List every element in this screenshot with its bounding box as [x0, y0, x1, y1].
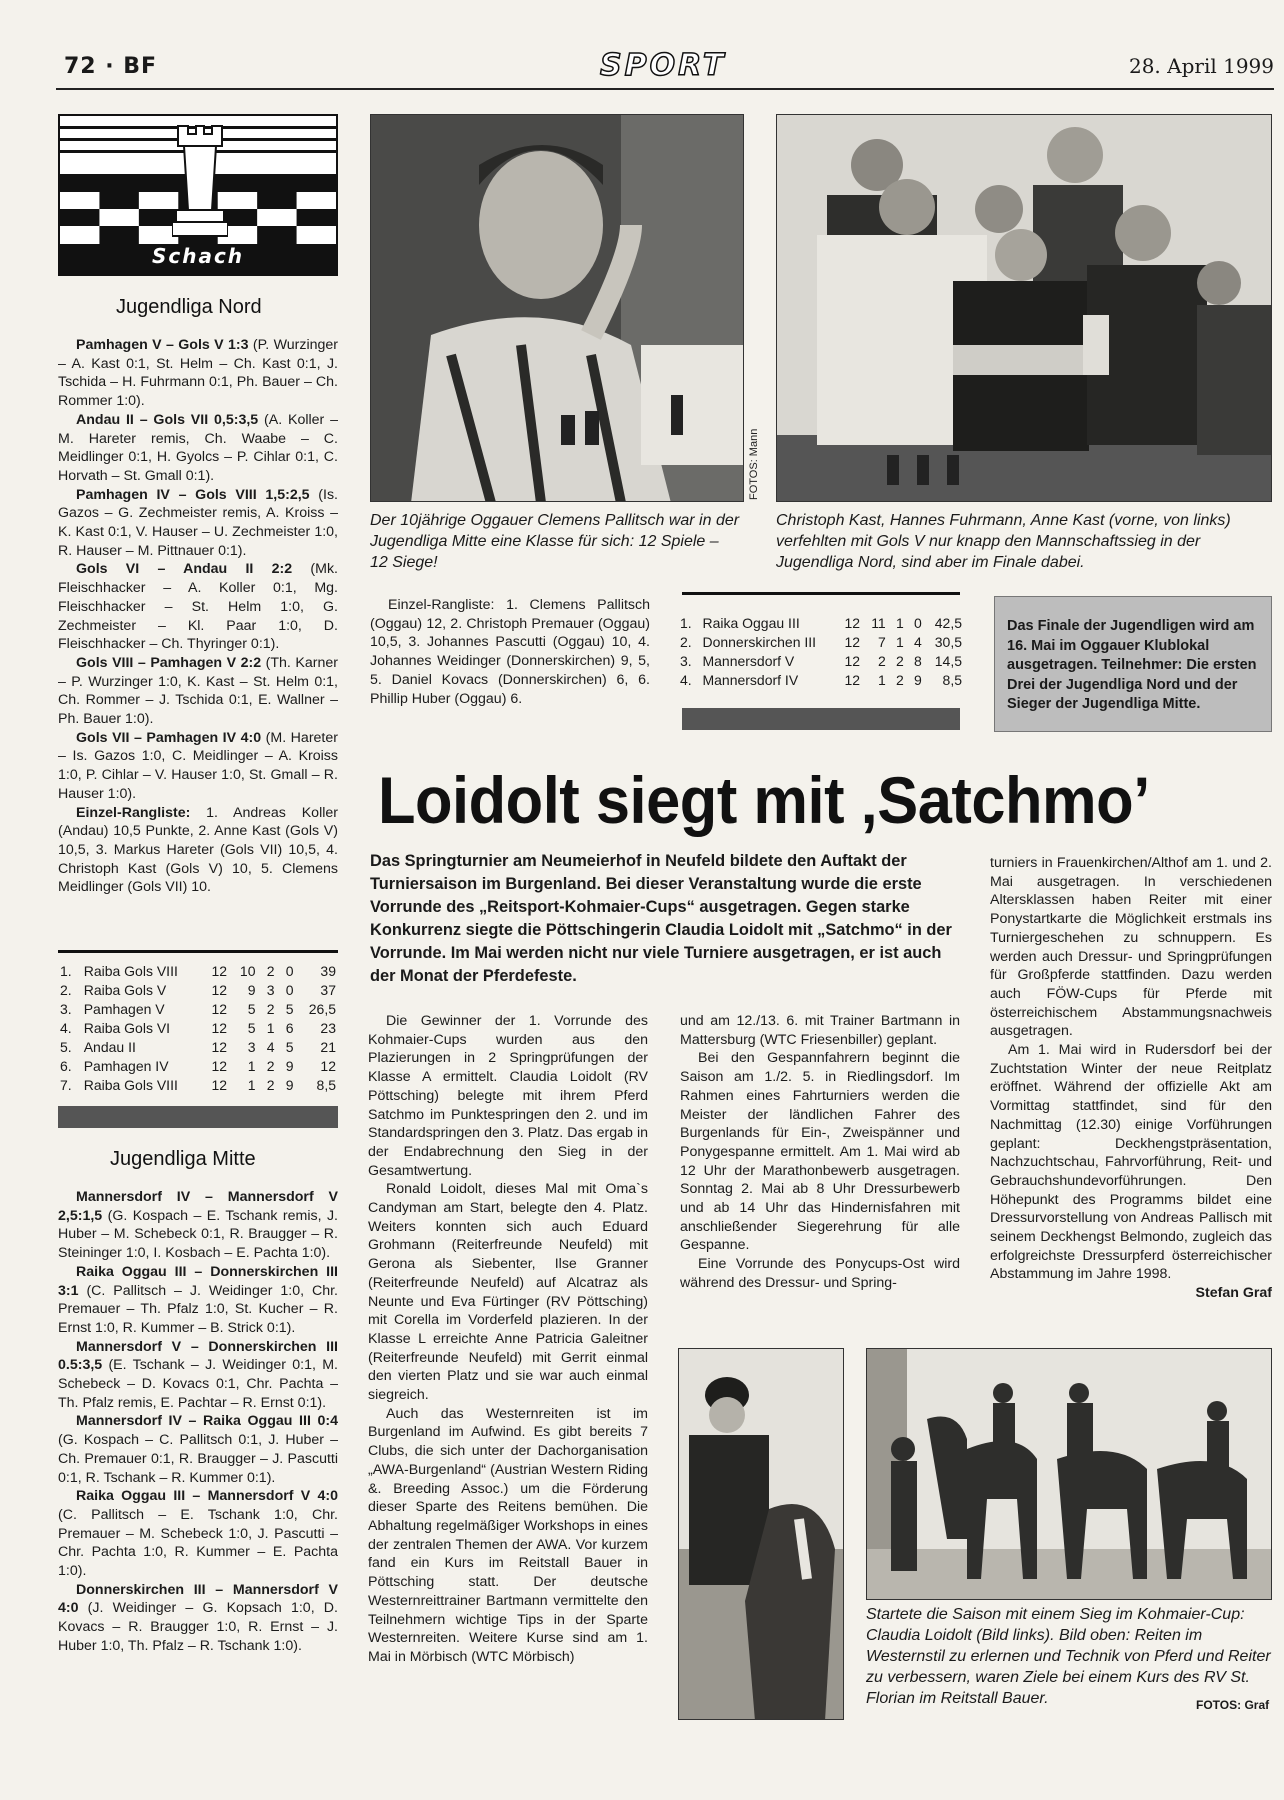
- match-details: 1. Andreas Koller (Andau) 10,5 Punkte, 2. Anne Kast (Gols V) 10,5, 3. Markus Hareter (Gols VII) 10,5, 4. Christoph Kast (Gols V) 10, 5. Clemens Meidlinger (Gols VII) 10.: [58, 804, 338, 896]
- match-details: (C. Pallitsch – J. Weidinger 1:0, Chr. Premauer – Th. Pfalz 1:0, St. Kucher – R. Ernst 1:0, R. Kummer – B. Strick 0:1).: [58, 1282, 338, 1336]
- ranking-paragraph: [370, 596, 650, 708]
- photo-western-riders: [866, 1348, 1272, 1600]
- match-details: (Is. Gazos – G. Zechmeister remis, A. Kroiss – K. Kast 0:1, V. Hauser – U. Zechmeister 1:0, R. Hauser – M. Pittnauer 0:1).: [58, 486, 338, 559]
- photo-western-image: [867, 1349, 1272, 1600]
- article-paragraph: Ronald Loidolt, dieses Mal mit Oma`s Candyman am Start, belegte den 4. Platz. Weiters konnten sich auch Eduard Grohmann (Reiterfreunde Neufeld) mit Gerona als Siebenter, Ilse Granner (Reiterfreunde Neufeld) auf Alcatraz als Neunte und Eva Fürtinger (RV Pöttsching) mit Corella im Vorderfeld plazieren. In der Klasse L erreichte Anne Patricia Galeitner (Reiterfreunde Neufeld) mit Gerrit einmal den vierten Platz und sie war auch einmal siegreich.: [368, 1181, 648, 1404]
- mitte-title: Jugendliga Mitte: [110, 1148, 256, 1170]
- photo-credit-graf: FOTOS: Graf: [1196, 1698, 1270, 1712]
- match-details: (C. Pallitsch – E. Tschank 1:0, Chr. Premauer – M. Schebeck 1:0, J. Pascutti – Chr. Pachta 1:0, R. Kummer – E. Pachta 1:0).: [58, 1506, 338, 1580]
- match-details: (Th. Karner – P. Wurzinger 1:0, K. Kast – St. Helm 0:1, Ch. Rommer – J. Tschida 0:1, E. Wallner – Ph. Bauer 1:0).: [58, 654, 338, 728]
- table-cell: Pamhagen IV: [83, 1058, 169, 1074]
- match-title: Mannersdorf IV – Mannersdorf V 2,5:1,5: [58, 1189, 338, 1224]
- match-details: (Mk. Fleischhacker – A. Koller 0:1, Mg. Fleischhacker – St. Helm 1:0, G. Zechmeister – Kl. Paar 1:0, D. Fleischhacker – Ch. Thyringer 0:1).: [58, 561, 338, 653]
- table-cell: 8: [913, 653, 922, 669]
- table-cell: 12: [211, 1058, 228, 1074]
- table-cell: 9: [285, 1058, 294, 1074]
- page-number: 72 · BF: [64, 54, 158, 79]
- table-cell: Raiba Gols VIII: [83, 1077, 178, 1093]
- match-details: (G. Kospach – E. Tschank remis, J. Huber – M. Schebeck 0:1, R. Braugger – R. Steininger 1:0, I. Kosbach – E. Pachta 1:0).: [58, 1207, 338, 1262]
- nord-results: [58, 336, 338, 897]
- table-row: [56, 1057, 340, 1076]
- table-cell: 2: [266, 1001, 275, 1017]
- table-row: [56, 1076, 340, 1095]
- divider: [682, 592, 960, 595]
- table-cell: 12: [211, 963, 228, 979]
- issue-date: 28. April 1999: [1128, 54, 1274, 78]
- table-row: [676, 652, 966, 671]
- table-cell: 12: [211, 1020, 228, 1036]
- table-cell: 0: [913, 615, 922, 631]
- table-cell: 42,5: [934, 615, 962, 631]
- table-cell: 5: [247, 1001, 256, 1017]
- table-cell: 4.: [680, 672, 692, 688]
- chess-logo: [58, 114, 338, 276]
- table-cell: Mannersdorf V: [702, 653, 795, 669]
- table-cell: 3.: [680, 653, 692, 669]
- table-cell: 2: [266, 963, 275, 979]
- result-paragraph: [58, 729, 338, 804]
- table-cell: Raiba Gols V: [83, 982, 167, 998]
- match-title: Gols VI – Andau II 2:2: [76, 561, 293, 578]
- article-paragraph: Eine Vorrunde des Ponycups-Ost wird während des Dressur- und Spring-: [680, 1256, 960, 1291]
- article-paragraph: Am 1. Mai wird in Rudersdorf bei der Zuchtstation Winter der neue Reitplatz eröffnet. Während der offizielle Akt am Vormittag stattfindet, sind für den Nachmittag (12.30) einige Vorführungen geplant: Deckhengstpräsentation, Nachzuchtschau, Fahrvorführung, Reit- und Gebrauchshundevorführungen. Den Höhepunkt des Programms bildet eine Dressurvorstellung von Andreas Pallisch mit seinem Deckhengst Belmondo, zugleich das erfolgreichste Dressurpferd österreichischer Abstammung im Jahre 1998.: [990, 1042, 1272, 1283]
- table-bar: [58, 1106, 338, 1128]
- ranking-title: Einzel-Rangliste:: [388, 597, 495, 613]
- table-cell: 5.: [60, 1039, 72, 1055]
- table-cell: 1.: [680, 615, 692, 631]
- table-cell: Andau II: [83, 1039, 136, 1055]
- table-cell: 0: [285, 963, 294, 979]
- article-paragraph: und am 12./13. 6. mit Trainer Bartmann in Mattersburg (WTC Friesenbiller) geplant.: [680, 1013, 960, 1048]
- nord-title: Jugendliga Nord: [116, 296, 262, 318]
- table-cell: 3: [247, 1039, 256, 1055]
- table-cell: Donnerskirchen III: [702, 634, 817, 650]
- table-cell: 12: [211, 1001, 228, 1017]
- result-paragraph: [58, 411, 338, 486]
- article-paragraph: Die Gewinner der 1. Vorrunde des Kohmaier-Cups wurden aus den Plazierungen in 2 Springprüfungen der Klasse A ermittelt. Claudia Loidolt (RV Pöttsching) belegte mit ihrem Pferd Satchmo im Punktespringen den 2. und im Standardspringen den 3. Platz. Das ergab in der Endabrechnung den Sieg in der Gesamtwertung.: [368, 1013, 648, 1179]
- mitte-standings-table: [676, 614, 966, 690]
- table-cell: Raiba Gols VI: [83, 1020, 171, 1036]
- caption-chess-boy: Der 10jährige Oggauer Clemens Pallitsch war in der Jugendliga Mitte eine Klasse für sich: 12 Spiele – 12 Siege!: [370, 512, 740, 571]
- table-cell: 9: [285, 1077, 294, 1093]
- table-cell: 2: [266, 1077, 275, 1093]
- table-cell: 0: [285, 982, 294, 998]
- page-header: [56, 48, 1274, 90]
- rook-icon: [172, 122, 228, 240]
- article-column-2: [680, 1012, 960, 1293]
- match-title: Gols VII – Pamhagen IV 4:0: [76, 729, 262, 746]
- result-paragraph: [58, 486, 338, 561]
- table-cell: 12: [844, 634, 861, 650]
- match-title: Andau II – Gols VII 0,5:3,5: [76, 411, 259, 428]
- table-cell: 11: [871, 615, 886, 631]
- match-title: Pamhagen V – Gols V 1:3: [76, 337, 249, 353]
- table-cell: 39: [320, 963, 336, 979]
- table-cell: 4: [913, 634, 922, 650]
- table-cell: 14,5: [934, 653, 962, 669]
- match-title: Mannersdorf IV – Raika Oggau III 0:4: [76, 1413, 338, 1430]
- match-details: (M. Hareter – Is. Gazos 1:0, C. Meidlinger – A. Kroiss 1:0, P. Cihlar – V. Hauser 1:0, St. Gmall – R. Hauser 1:0).: [58, 729, 338, 802]
- table-row: [56, 1038, 340, 1057]
- photo-team: [776, 114, 1272, 502]
- table-cell: 9: [247, 982, 256, 998]
- table-cell: 2.: [680, 634, 692, 650]
- table-cell: 2.: [60, 982, 72, 998]
- caption-riders: Startete die Saison mit einem Sieg im Kohmaier-Cup: Claudia Loidolt (Bild links). Bild oben: Reiten im Westernstil zu erlernen und Technik von Pferd und Reiter zu verbessern, waren Ziele bei einem Kurs des RV St. Florian im Reitstall Bauer.: [866, 1606, 1271, 1707]
- result-paragraph: [58, 1487, 338, 1581]
- result-paragraph: [58, 1581, 338, 1656]
- table-cell: 30,5: [934, 634, 962, 650]
- table-row: [676, 633, 966, 652]
- table-cell: 7: [877, 634, 886, 650]
- mitte-ranking: [370, 596, 650, 708]
- final-info-box: Das Finale der Jugendligen wird am 16. Mai im Oggauer Klublokal ausgetragen. Teilnehmer: Die ersten Drei der Jugendliga Nord und der Sieger der Jugendliga Mitte.: [994, 596, 1272, 732]
- table-cell: 5: [285, 1039, 294, 1055]
- table-cell: 1: [895, 615, 904, 631]
- table-cell: 10: [239, 963, 256, 979]
- table-cell: 3.: [60, 1001, 72, 1017]
- ranking-text: 1. Clemens Pallitsch (Oggau) 12, 2. Christoph Premauer (Oggau) 10,5, 3. Johannes Pascutti (Oggau) 10, 4. Johannes Weidinger (Donnerskirchen) 9, 5, 5. Daniel Kovacs (Donnerskirchen) 6, 6. Phillip Huber (Oggau) 6.: [370, 597, 650, 707]
- match-title: Donnerskirchen III – Mannersdorf V 4:0: [58, 1581, 338, 1617]
- table-row: [676, 614, 966, 633]
- match-details: (G. Kospach – C. Pallitsch 0:1, J. Huber – Ch. Premauer 0:1, R. Braugger – J. Pascutti 0:1, R. Tschank – R. Kummer 0:1).: [58, 1432, 338, 1486]
- table-cell: 1: [877, 672, 886, 688]
- table-row: [56, 962, 340, 981]
- match-title: Raika Oggau III – Donnerskirchen III 3:1: [58, 1263, 338, 1299]
- caption-team: Christoph Kast, Hannes Fuhrmann, Anne Kast (vorne, von links) verfehlten mit Gols V nur knapp den Mannschaftssieg in der Jugendliga Nord, sind aber im Finale dabei.: [776, 512, 1231, 571]
- table-cell: 12: [211, 982, 228, 998]
- table-cell: 3: [266, 982, 275, 998]
- table-bar: [682, 708, 960, 730]
- result-paragraph: [58, 560, 338, 654]
- result-paragraph: [58, 1338, 338, 1413]
- table-cell: 37: [320, 982, 336, 998]
- result-paragraph: [58, 1188, 338, 1263]
- article-column-1: [368, 1012, 648, 1667]
- table-cell: 12: [844, 672, 861, 688]
- result-paragraph: [58, 336, 338, 411]
- article-headline: Loidolt siegt mit ‚Satchmo’: [378, 763, 1150, 837]
- table-cell: Mannersdorf IV: [702, 672, 799, 688]
- table-cell: 1: [247, 1058, 256, 1074]
- match-title: Mannersdorf V – Donnerskirchen III 0.5:3,5: [58, 1338, 338, 1374]
- table-cell: 4: [266, 1039, 275, 1055]
- table-cell: 2: [895, 672, 904, 688]
- table-cell: 21: [320, 1039, 336, 1055]
- table-cell: 12: [320, 1058, 336, 1074]
- table-cell: 1.: [60, 963, 72, 979]
- photo-chess-boy: [370, 114, 744, 502]
- photo-chess-boy-image: [371, 115, 744, 502]
- section-title: SPORT: [600, 48, 727, 83]
- table-cell: 7.: [60, 1077, 72, 1093]
- table-cell: 9: [913, 672, 922, 688]
- table-cell: Pamhagen V: [83, 1001, 165, 1017]
- table-cell: 2: [266, 1058, 275, 1074]
- table-row: [56, 1019, 340, 1038]
- table-row: [676, 671, 966, 690]
- photo-team-image: [777, 115, 1272, 502]
- table-cell: 2: [895, 653, 904, 669]
- divider: [58, 950, 338, 953]
- table-cell: 8,5: [942, 672, 962, 688]
- article-paragraph: turniers in Frauenkirchen/Althof am 1. und 2. Mai ausgetragen. In verschiedenen Altersklassen haben Reiter mit einer Ponystartkarte die Möglichkeit erstmals ins Turniergeschehen zu schnuppern. Es werden auch Dressur- und Springprüfungen für Großpferde stattfinden. Dazu werden auch FÖW-Cups für Pferde mit österreichischem Abstammungsnachweis ausgetragen.: [990, 855, 1272, 1040]
- article-paragraph: Auch das Westernreiten ist im Burgenland im Aufwind. Es gibt bereits 7 Clubs, die sich unter der Dachorganisation „AWA-Burgenland“ (Austrian Western Riding &. Breeding Assoc.) um die Förderung dieser Sparte des Reitens bemühen. Die Abhaltung regelmäßiger Workshops in eines der zentralen Themen der AWA. Vor kurzem fand ein Kurs im Reitstall Bauer in Pöttsching statt. Der deutsche Westernreittrainer Bartmann vermittelte den Teilnehmern wichtige Tips in der Sparte Westernreiten. Weitere Kurse sind am 1. Mai in Mörbisch (WTC Mörbisch): [368, 1405, 648, 1665]
- photo-rider: [678, 1348, 844, 1720]
- result-paragraph: [58, 804, 338, 898]
- table-cell: 6: [285, 1020, 294, 1036]
- table-cell: 12: [844, 615, 861, 631]
- table-cell: 1: [895, 634, 904, 650]
- table-cell: 5: [285, 1001, 294, 1017]
- article-paragraph: Bei den Gespannfahrern beginnt die Saison am 1./2. 5. in Riedlingsdorf. Im Rahmen eines Fahrturniers werden die Meister der ländlichen Fahrer des Burgenlands für Ein-, Zweispänner und Ponygespanne ermittelt. Am 1. Mai wird ab 12 Uhr der Marathonbewerb ausgetragen. Sonntag 2. Mai ab 8 Uhr Dressurbewerb und ab 14 Uhr das Hindernisfahren mit anschließender Siegerehrung für alle Gespanne.: [680, 1050, 960, 1254]
- table-cell: 12: [211, 1039, 228, 1055]
- table-cell: 8,5: [316, 1077, 336, 1093]
- table-cell: Raika Oggau III: [702, 615, 800, 631]
- article-column-3: [990, 854, 1272, 1303]
- result-paragraph: [58, 1263, 338, 1338]
- table-row: [56, 1000, 340, 1019]
- photo-credit: FOTOS: Mann: [748, 428, 760, 500]
- table-cell: 26,5: [308, 1001, 336, 1017]
- match-details: (E. Tschank – J. Weidinger 0:1, M. Schebeck – D. Kovacs 0:1, Chr. Pachta – Th. Pfalz remis, E. Pachtar – R. Ernst 0:1).: [58, 1357, 338, 1411]
- table-cell: 5: [247, 1020, 256, 1036]
- article-author: Stefan Graf: [1195, 1285, 1272, 1302]
- table-cell: 4.: [60, 1020, 72, 1036]
- match-details: (P. Wurzinger – A. Kast 0:1, St. Helm – Ch. Kast 0:1, J. Tschida – H. Fuhrmann 0:1, Ph. Bauer – Ch. Rommer 1:0).: [58, 337, 339, 410]
- nord-standings-table: [56, 962, 340, 1095]
- table-cell: 6.: [60, 1058, 72, 1074]
- table-cell: 2: [877, 653, 886, 669]
- match-title: Pamhagen IV – Gols VIII 1,5:2,5: [76, 486, 310, 503]
- table-cell: 1: [247, 1077, 256, 1093]
- result-paragraph: [58, 654, 338, 729]
- article-lead: Das Springturnier am Neumeierhof in Neufeld bildete den Auftakt der Turniersaison im Burgenland. Bei dieser Veranstaltung wurde die erste Vorrunde des „Reitsport-Kohmaier-Cups“ ausgetragen. Gegen starke Konkurrenz siegte die Pöttschingerin Claudia Loidolt mit „Satchmo“ in der Vorrunde. Im Mai werden nicht nur viele Turniere ausgetragen, er ist auch der Monat der Pferdefeste.: [370, 852, 952, 985]
- result-paragraph: [58, 1412, 338, 1487]
- table-cell: 12: [211, 1077, 228, 1093]
- match-details: (A. Koller – M. Hareter remis, Ch. Waabe – C. Meidlinger 0:1, H. Gyolcs – P. Cihlar 0:1, C. Horvath – St. Gmall 0:1).: [58, 411, 338, 484]
- photo-rider-image: [679, 1349, 844, 1720]
- match-title: Gols VIII – Pamhagen V 2:2: [76, 654, 262, 671]
- table-cell: Raiba Gols VIII: [83, 963, 178, 979]
- mitte-results: [58, 1188, 338, 1656]
- table-row: [56, 981, 340, 1000]
- table-cell: 23: [320, 1020, 336, 1036]
- match-details: (J. Weidinger – G. Kopsach 1:0, D. Kovacs – R. Braugger 1:0, R. Ernst – J. Huber 1:0, Th. Pfalz – R. Tschank 1:0).: [58, 1600, 338, 1654]
- match-title: Einzel-Rangliste:: [76, 804, 191, 821]
- match-title: Raika Oggau III – Mannersdorf V 4:0: [76, 1488, 338, 1505]
- logo-label: Schach: [151, 244, 245, 268]
- table-cell: 1: [266, 1020, 275, 1036]
- table-cell: 12: [844, 653, 861, 669]
